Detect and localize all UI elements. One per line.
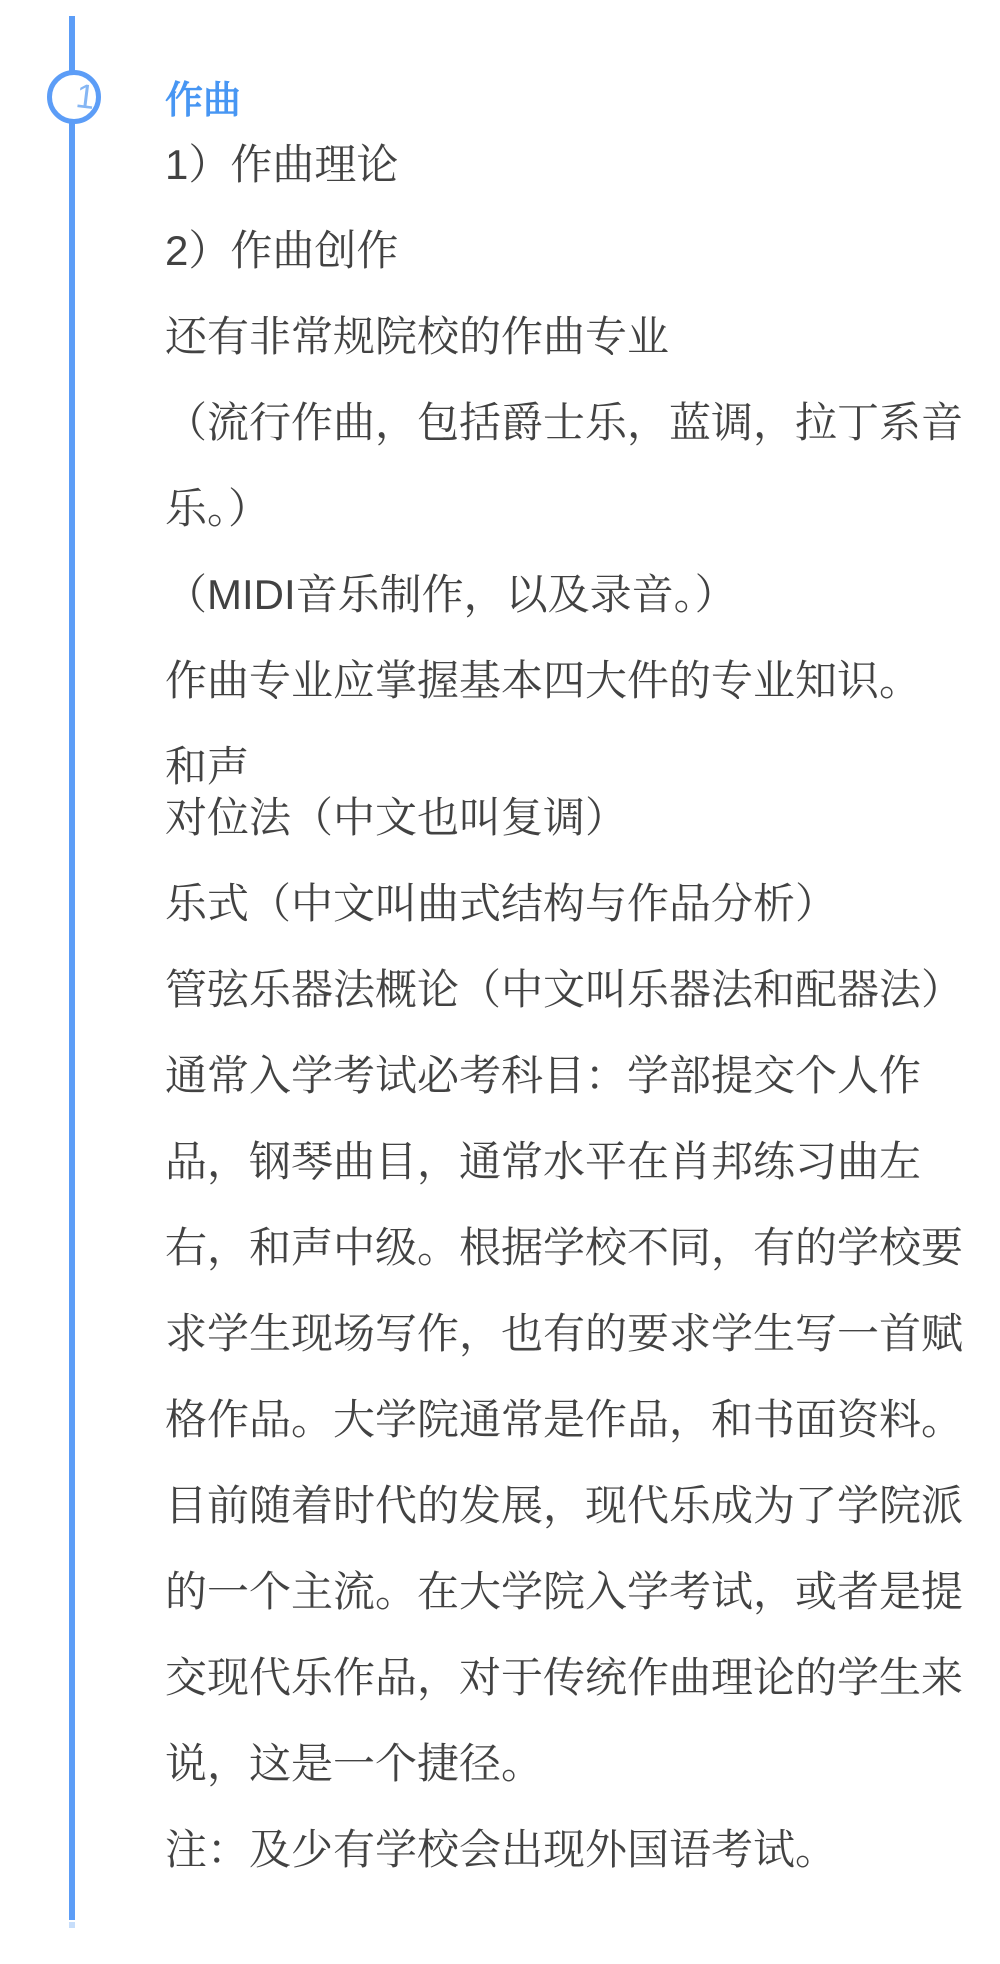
text-line: 管弦乐器法概论（中文叫乐器法和配器法） xyxy=(165,966,964,1013)
step-number: 1 xyxy=(73,76,98,118)
timeline-line-end xyxy=(69,1922,75,1928)
timeline-line xyxy=(69,16,75,1920)
article-content xyxy=(165,80,975,1871)
text-line: 求学生现场写作，也有的要求学生写一首赋 xyxy=(165,1310,964,1357)
text-line: 通常入学考试必考科目：学部提交个人作 xyxy=(165,1052,922,1099)
text-line: 1）作曲理论 xyxy=(165,141,399,188)
text-line: 格作品。大学院通常是作品，和书面资料。 xyxy=(165,1396,964,1443)
text-line: 目前随着时代的发展，现代乐成为了学院派 xyxy=(165,1482,964,1529)
text-line: 对位法（中文也叫复调） xyxy=(165,794,628,841)
text-line: （MIDI音乐制作，以及录音。） xyxy=(165,571,737,618)
text-line: 还有非常规院校的作曲专业 xyxy=(165,313,670,360)
text-line: 注：及少有学校会出现外国语考试。 xyxy=(165,1826,838,1873)
text-line: 2）作曲创作 xyxy=(165,227,399,274)
text-line: 右，和声中级。根据学校不同，有的学校要 xyxy=(165,1224,964,1271)
text-line: 作曲专业应掌握基本四大件的专业知识。 xyxy=(165,657,922,704)
text-line: 乐。） xyxy=(165,485,271,532)
text-line: 品，钢琴曲目，通常水平在肖邦练习曲左 xyxy=(165,1138,922,1185)
text-line: 交现代乐作品，对于传统作曲理论的学生来 xyxy=(165,1654,964,1701)
text-line: 的一个主流。在大学院入学考试，或者是提 xyxy=(165,1568,964,1615)
text-line: 说，这是一个捷径。 xyxy=(165,1740,544,1787)
text-line: 和声 xyxy=(165,743,250,790)
text-line: 乐式（中文叫曲式结构与作品分析） xyxy=(165,880,838,927)
text-line: （流行作曲，包括爵士乐，蓝调，拉丁系音 xyxy=(165,399,964,446)
section-heading: 作曲 xyxy=(165,80,242,122)
step-marker-circle xyxy=(47,70,101,124)
